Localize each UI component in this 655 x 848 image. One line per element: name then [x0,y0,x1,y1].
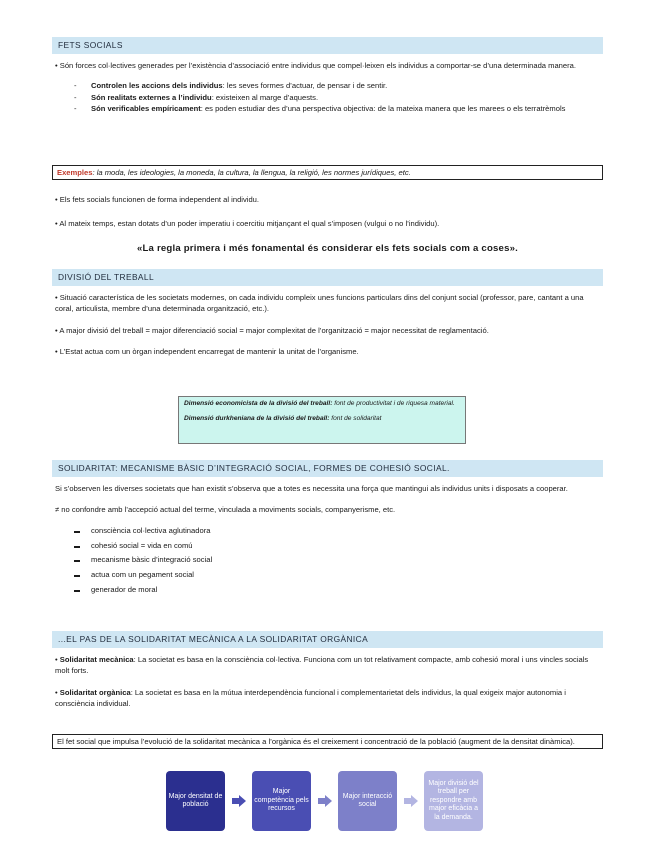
dimension-line: Dimensió economicista de la divisió del treball: font de productivitat i de riquesa material. [184,400,455,407]
paragraph: • Solidaritat mecànica: La societat es basa en la consciència col·lectiva. Funciona com un tot relativament compacte, amb cohesió moral i uns vincles socials molt forts. [55,655,589,676]
list-item: generador de moral [52,583,603,598]
section-header: DIVISIÓ DEL TREBALL [52,269,603,286]
paragraph: Si s’observen les diverses societats que han existit s’observa que a totes es necessita una força que mantingui als individus units i disposats a cooperar. [55,484,568,493]
work-division-dimensions-box [178,396,466,444]
paragraph: ≠ no confondre amb l’accepció actual del terme, vinculada a moviments socials, companyerisme, etc. [55,505,396,515]
paragraph: • Els fets socials funcionen de forma independent al individu. [55,195,260,204]
section-header: ...EL PAS DE LA SOLIDARITAT MECÀNICA A LA SOLIDARITAT ORGÀNICA [52,631,603,648]
process-flow [166,771,486,831]
characteristics-list [52,80,603,114]
list-item: mecanisme bàsic d’integració social [52,553,603,568]
arrow-right-icon [232,795,246,807]
paragraph: • Situació característica de les societats modernes, on cada individu compleix unes funcions particulars dins del conjunt social (professor, pare, cantant a una coral, articulista, membre d’una determinada organització, etc.). [55,293,584,314]
arrow-right-icon [318,795,332,807]
paragraph: • L’Estat actua com un òrgan independent encarregat de mantenir la unitat de l’organisme. [55,347,359,357]
list-item: - Són verificables empíricament: es poden estudiar des d’una perspectiva objectiva: de la mateixa manera que les marees o els terratrèmols [52,103,603,114]
list-item: - Són realitats externes a l’individu: existeixen al marge d’aquests. [52,92,603,103]
section-solidaritat-mecanica-organica [52,631,603,710]
solidarity-list [52,524,603,598]
arrow-right-icon [404,795,418,807]
intro-paragraph: • Són forces col·lectives generades per l’existència d’associació entre individus que compel·leixen els individus a comportar-se d’una determinada manera. [55,61,576,70]
flow-step-1: Major densitat de població [166,771,225,831]
section-fets-socials [52,37,603,115]
paragraph: • Solidaritat orgànica: La societat es basa en la mútua interdependència funcional i complementarietat dels individus, la qual exigeix major autonomia i consciència individual. [55,687,566,709]
section-header: FETS SOCIALS [52,37,603,54]
flow-step-4: Major divisió del treball per respondre amb major eficàcia a la demanda. [424,771,483,831]
list-item: consciència col·lectiva aglutinadora [52,524,603,539]
list-item: actua com un pegament social [52,568,603,583]
durkheim-quote: «La regla primera i més fonamental és considerar els fets socials com a coses». [136,243,519,254]
paragraph: • A major divisió del treball = major diferenciació social = major complexitat de l’organització = major necessitat de reglamentació. [55,325,489,335]
list-item: cohesió social = vida en comú [52,539,603,554]
paragraph: • Al mateix temps, estan dotats d’un poder imperatiu i coercitiu mitjançant el qual s’imposen (vulgui o no l’individu). [55,219,440,228]
dimension-line: Dimensió durkheniana de la divisió del treball: font de solidaritat [184,415,382,423]
flow-step-3: Major interacció social [338,771,397,831]
section-solidaritat [52,460,603,598]
section-header: SOLIDARITAT: MECANISME BÀSIC D’INTEGRACIÓ SOCIAL, FORMES DE COHESIÓ SOCIAL. [52,460,603,477]
flow-step-2: Major competència pels recursos [252,771,311,831]
examples-box: Exemples: la moda, les ideologies, la moneda, la cultura, la llengua, la religió, les normes jurídiques, etc. [52,165,603,180]
population-box: El fet social que impulsa l’evolució de la solidaritat mecànica a l’orgànica és el creixement i concentració de la població (augment de la densitat dinàmica). [52,734,603,749]
list-item: - Controlen les accions dels individus: les seves formes d’actuar, de pensar i de sentir. [52,80,603,91]
section-divisio-treball [52,269,603,358]
